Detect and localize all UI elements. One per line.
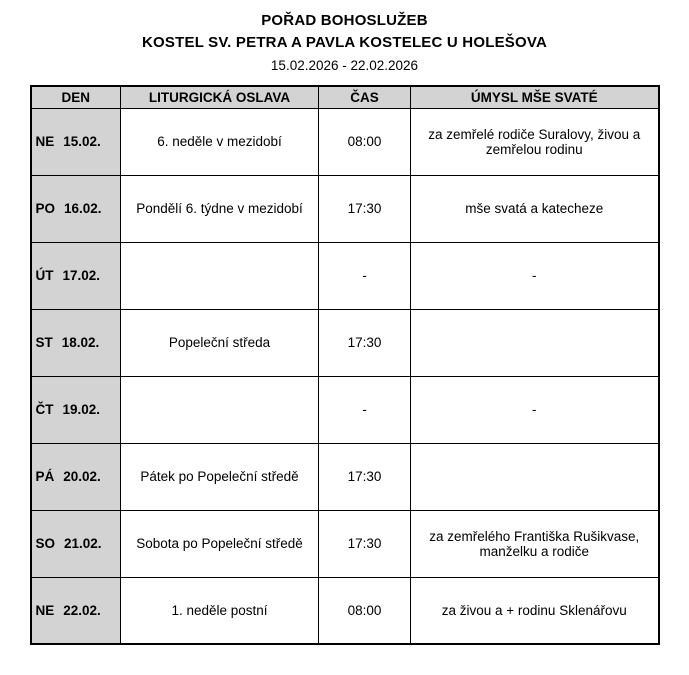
day-abbrev: PO [35, 201, 56, 217]
intention-cell [411, 309, 659, 376]
table-row [31, 108, 659, 175]
day-date: 19.02. [62, 402, 101, 418]
celebration-cell [121, 242, 319, 309]
celebration-cell: Sobota po Popeleční středě [121, 510, 319, 577]
time-cell: 17:30 [319, 443, 411, 510]
celebration-cell: 6. neděle v mezidobí [121, 108, 319, 175]
day-cell [31, 577, 121, 644]
celebration-cell: Popeleční středa [121, 309, 319, 376]
intention-cell: mše svatá a katecheze [411, 175, 659, 242]
intention-cell: za zemřelého Františka Rušikvase, manželku a rodiče [411, 510, 659, 577]
table-row [31, 577, 659, 644]
day-date: 20.02. [63, 469, 101, 485]
day-date: 16.02. [64, 201, 102, 217]
document-header [0, 10, 689, 75]
day-cell [31, 443, 121, 510]
table-row [31, 242, 659, 309]
table-row [31, 376, 659, 443]
day-cell [31, 510, 121, 577]
intention-cell: - [411, 242, 659, 309]
column-header-cas: ČAS [319, 86, 411, 108]
day-date: 18.02. [61, 335, 100, 351]
intention-cell: za živou a + rodinu Sklenářovu [411, 577, 659, 644]
intention-cell: - [411, 376, 659, 443]
day-date: 15.02. [63, 134, 101, 150]
day-cell [31, 242, 121, 309]
time-cell: - [319, 376, 411, 443]
celebration-cell: Pátek po Popeleční středě [121, 443, 319, 510]
table-row [31, 443, 659, 510]
table-row [31, 510, 659, 577]
day-abbrev: SO [35, 536, 56, 552]
time-cell: - [319, 242, 411, 309]
celebration-cell: Pondělí 6. týdne v mezidobí [121, 175, 319, 242]
day-cell [31, 108, 121, 175]
table-header-row [31, 86, 659, 108]
day-date: 17.02. [62, 268, 101, 284]
celebration-cell: 1. neděle postní [121, 577, 319, 644]
day-abbrev: ST [35, 335, 53, 351]
time-cell: 08:00 [319, 577, 411, 644]
table-row [31, 309, 659, 376]
day-cell [31, 309, 121, 376]
day-date: 21.02. [64, 536, 102, 552]
column-header-liturgicka-oslava: LITURGICKÁ OSLAVA [121, 86, 319, 108]
time-cell: 08:00 [319, 108, 411, 175]
celebration-cell [121, 376, 319, 443]
day-abbrev: NE [35, 602, 55, 618]
date-range: 15.02.2026 - 22.02.2026 [270, 57, 419, 73]
intention-cell [411, 443, 659, 510]
day-abbrev: PÁ [35, 469, 55, 485]
day-abbrev: NE [35, 134, 55, 150]
column-header-den: DEN [31, 86, 121, 108]
column-header-umysl: ÚMYSL MŠE SVATÉ [411, 86, 659, 108]
day-abbrev: ÚT [35, 268, 54, 284]
day-date: 22.02. [63, 602, 101, 618]
time-cell: 17:30 [319, 510, 411, 577]
day-cell [31, 376, 121, 443]
schedule-table [30, 85, 660, 645]
table-row [31, 175, 659, 242]
time-cell: 17:30 [319, 175, 411, 242]
intention-cell: za zemřelé rodiče Suralovy, živou a zemřelou rodinu [411, 108, 659, 175]
day-cell [31, 175, 121, 242]
time-cell: 17:30 [319, 309, 411, 376]
day-abbrev: ČT [35, 402, 54, 418]
document-title: POŘAD BOHOSLUŽEB [261, 12, 428, 29]
church-name: KOSTEL SV. PETRA A PAVLA KOSTELEC U HOLEŠOVA [142, 33, 547, 51]
